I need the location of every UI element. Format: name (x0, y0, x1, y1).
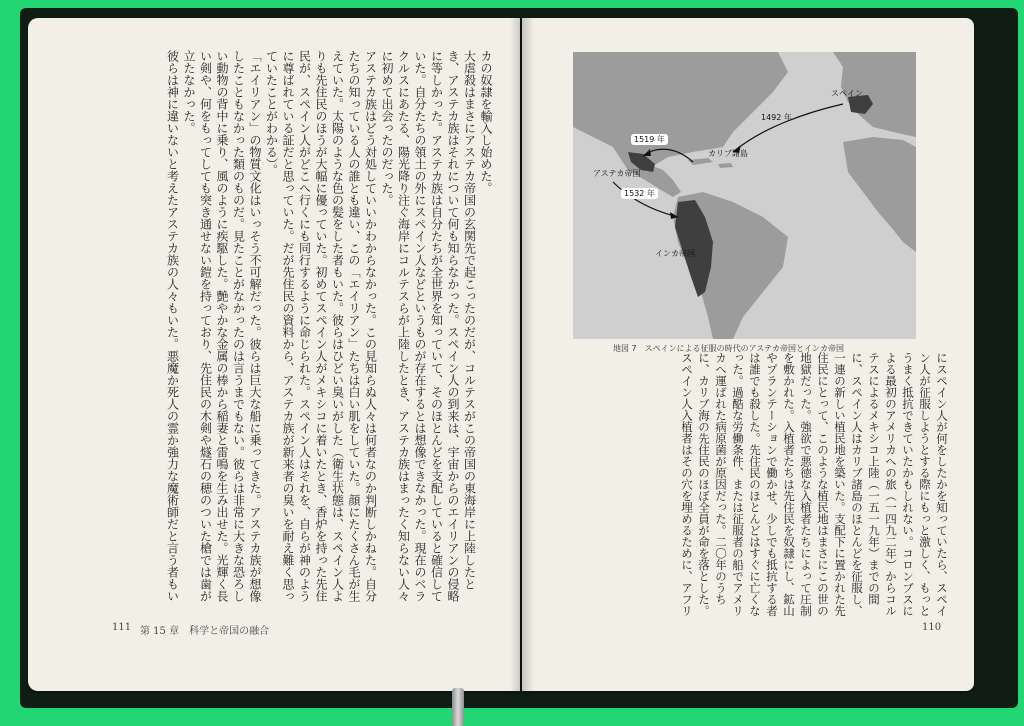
left-paragraph: 大虐殺はまさにアステカ帝国の玄関先で起こったのだが、コルテスがこの帝国の東海岸に上陸したとき、アステカ族はそれについて何も知らなかった。スペイン人の到来は、宇宙からのエイリアンの侵略に等しかった。アステカ族は自分たちが全世界を知っていて、そのほとんどを支配していると確信していた。自分たちの領土の外にスペイン人などというものが存在するとは想像できなかった。現在のベラクルスにあたる、陽光降り注ぐ海岸にコルテスらが上陸したとき、アステカ族はまったく知らない人々に初めて出会ったのだった。 (380, 50, 477, 602)
map-caption: 地図 7 スペインによる征服の時代のアステカ帝国とインカ帝国 (613, 344, 844, 353)
map-label-1519: 1519 年 (631, 134, 668, 145)
map-label-1492: 1492 年 (761, 113, 792, 122)
left-page-body (64, 50, 494, 610)
left-paragraph: カの奴隷を輸入し始めた。 (479, 50, 493, 194)
left-paragraph: 彼らは神に違いないと考えたアステカ族の人々もいた。悪魔か死人の霊か強力な魔術師だと言う者もい (165, 50, 180, 602)
bookmark-ribbon (452, 688, 464, 726)
right-page-number: 110 (922, 622, 942, 633)
left-page-number: 111 (112, 622, 132, 633)
map-label-spain: スペイン (831, 89, 863, 98)
left-paragraph: 「エイリアン」の物質文化はいっそう不可解だった。彼らは巨大な船に乗ってきた。アステカ族が想像したこともなかった類のものだ。見たことがなかったのは言うまでもない。彼らは非常に大きな恐ろしい動物の背中に乗り、風のように疾駆した。艶やかな金属の棒から稲妻と雷鳴を生み出せた。光輝く長い剣や、何をもってしても突き通せない鎧を持っており、先住民の木剣や燧石の穂のついた槍では歯が立たなかった。 (182, 50, 262, 602)
book-gutter (510, 18, 534, 691)
right-paragraph: にスペイン人が何をしたかを知っていたら、スペイン人が征服しようとする際にもっと激しく、もっとうまく抵抗できていたかもしれない。コロンブスによる最初のアメリカへの旅（一四九二年）からコルテスによるメキシコ上陸（一五一九年）までの間に、スペイン人はカリブ諸島のほとんどを征服し、一連の新しい植民地を築いた。支配下に置かれた先住民にとって、このような植民地はまさにこの世の地獄だった。強欲で悪徳な入植者たちによって圧制を敷かれた。入植者たちは先住民を奴隷にし、鉱山やプランテーションで働かせ、少しでも抵抗する者は誰でも殺した。先住民のほとんどはすぐに亡くなった。過酷な労働条件、または征服者の船でアメリカへ運ばれた病原菌が原因だった。二〇年のうちに、カリブ海の先住民のほぼ全員が命を落とした。スペイン人入植者はその穴を埋めるために、アフリ (680, 352, 949, 617)
right-page-body (562, 352, 950, 617)
map-label-1532: 1532 年 (621, 188, 658, 199)
map-figure (573, 52, 916, 339)
left-paragraph: アステカ族はどう対処していいかわからなかった。この見知らぬ人々は何者なのか判断しかねた。自分たちの知っている人の誰とも違い、この「エイリアン」たちは白い肌をしていた。顔にたくさん毛が生えていた。太陽のような色の髪をした者もいた。彼らはひどい臭いがした（衛生状態は、スペイン人よりも先住民のほうが大幅に優っていた。初めてスペイン人がメキシコに着いたとき、香炉を持った先住民が、スペイン人がどこへ行くにも同行するように命じられた。スペイン人はそれを、自らが神のように尊ばれている証だと思っていた。だが先住民の資料から、アステカ族が新来者の臭いを耐え難く思っていたことがわかる）。 (264, 50, 378, 602)
running-head: 第 15 章 科学と帝国の融合 (140, 626, 270, 637)
map-label-caribbean: カリブ諸島 (708, 149, 748, 158)
map-label-aztec: アステカ帝国 (593, 169, 641, 178)
map-label-inca: インカ帝国 (655, 249, 695, 258)
